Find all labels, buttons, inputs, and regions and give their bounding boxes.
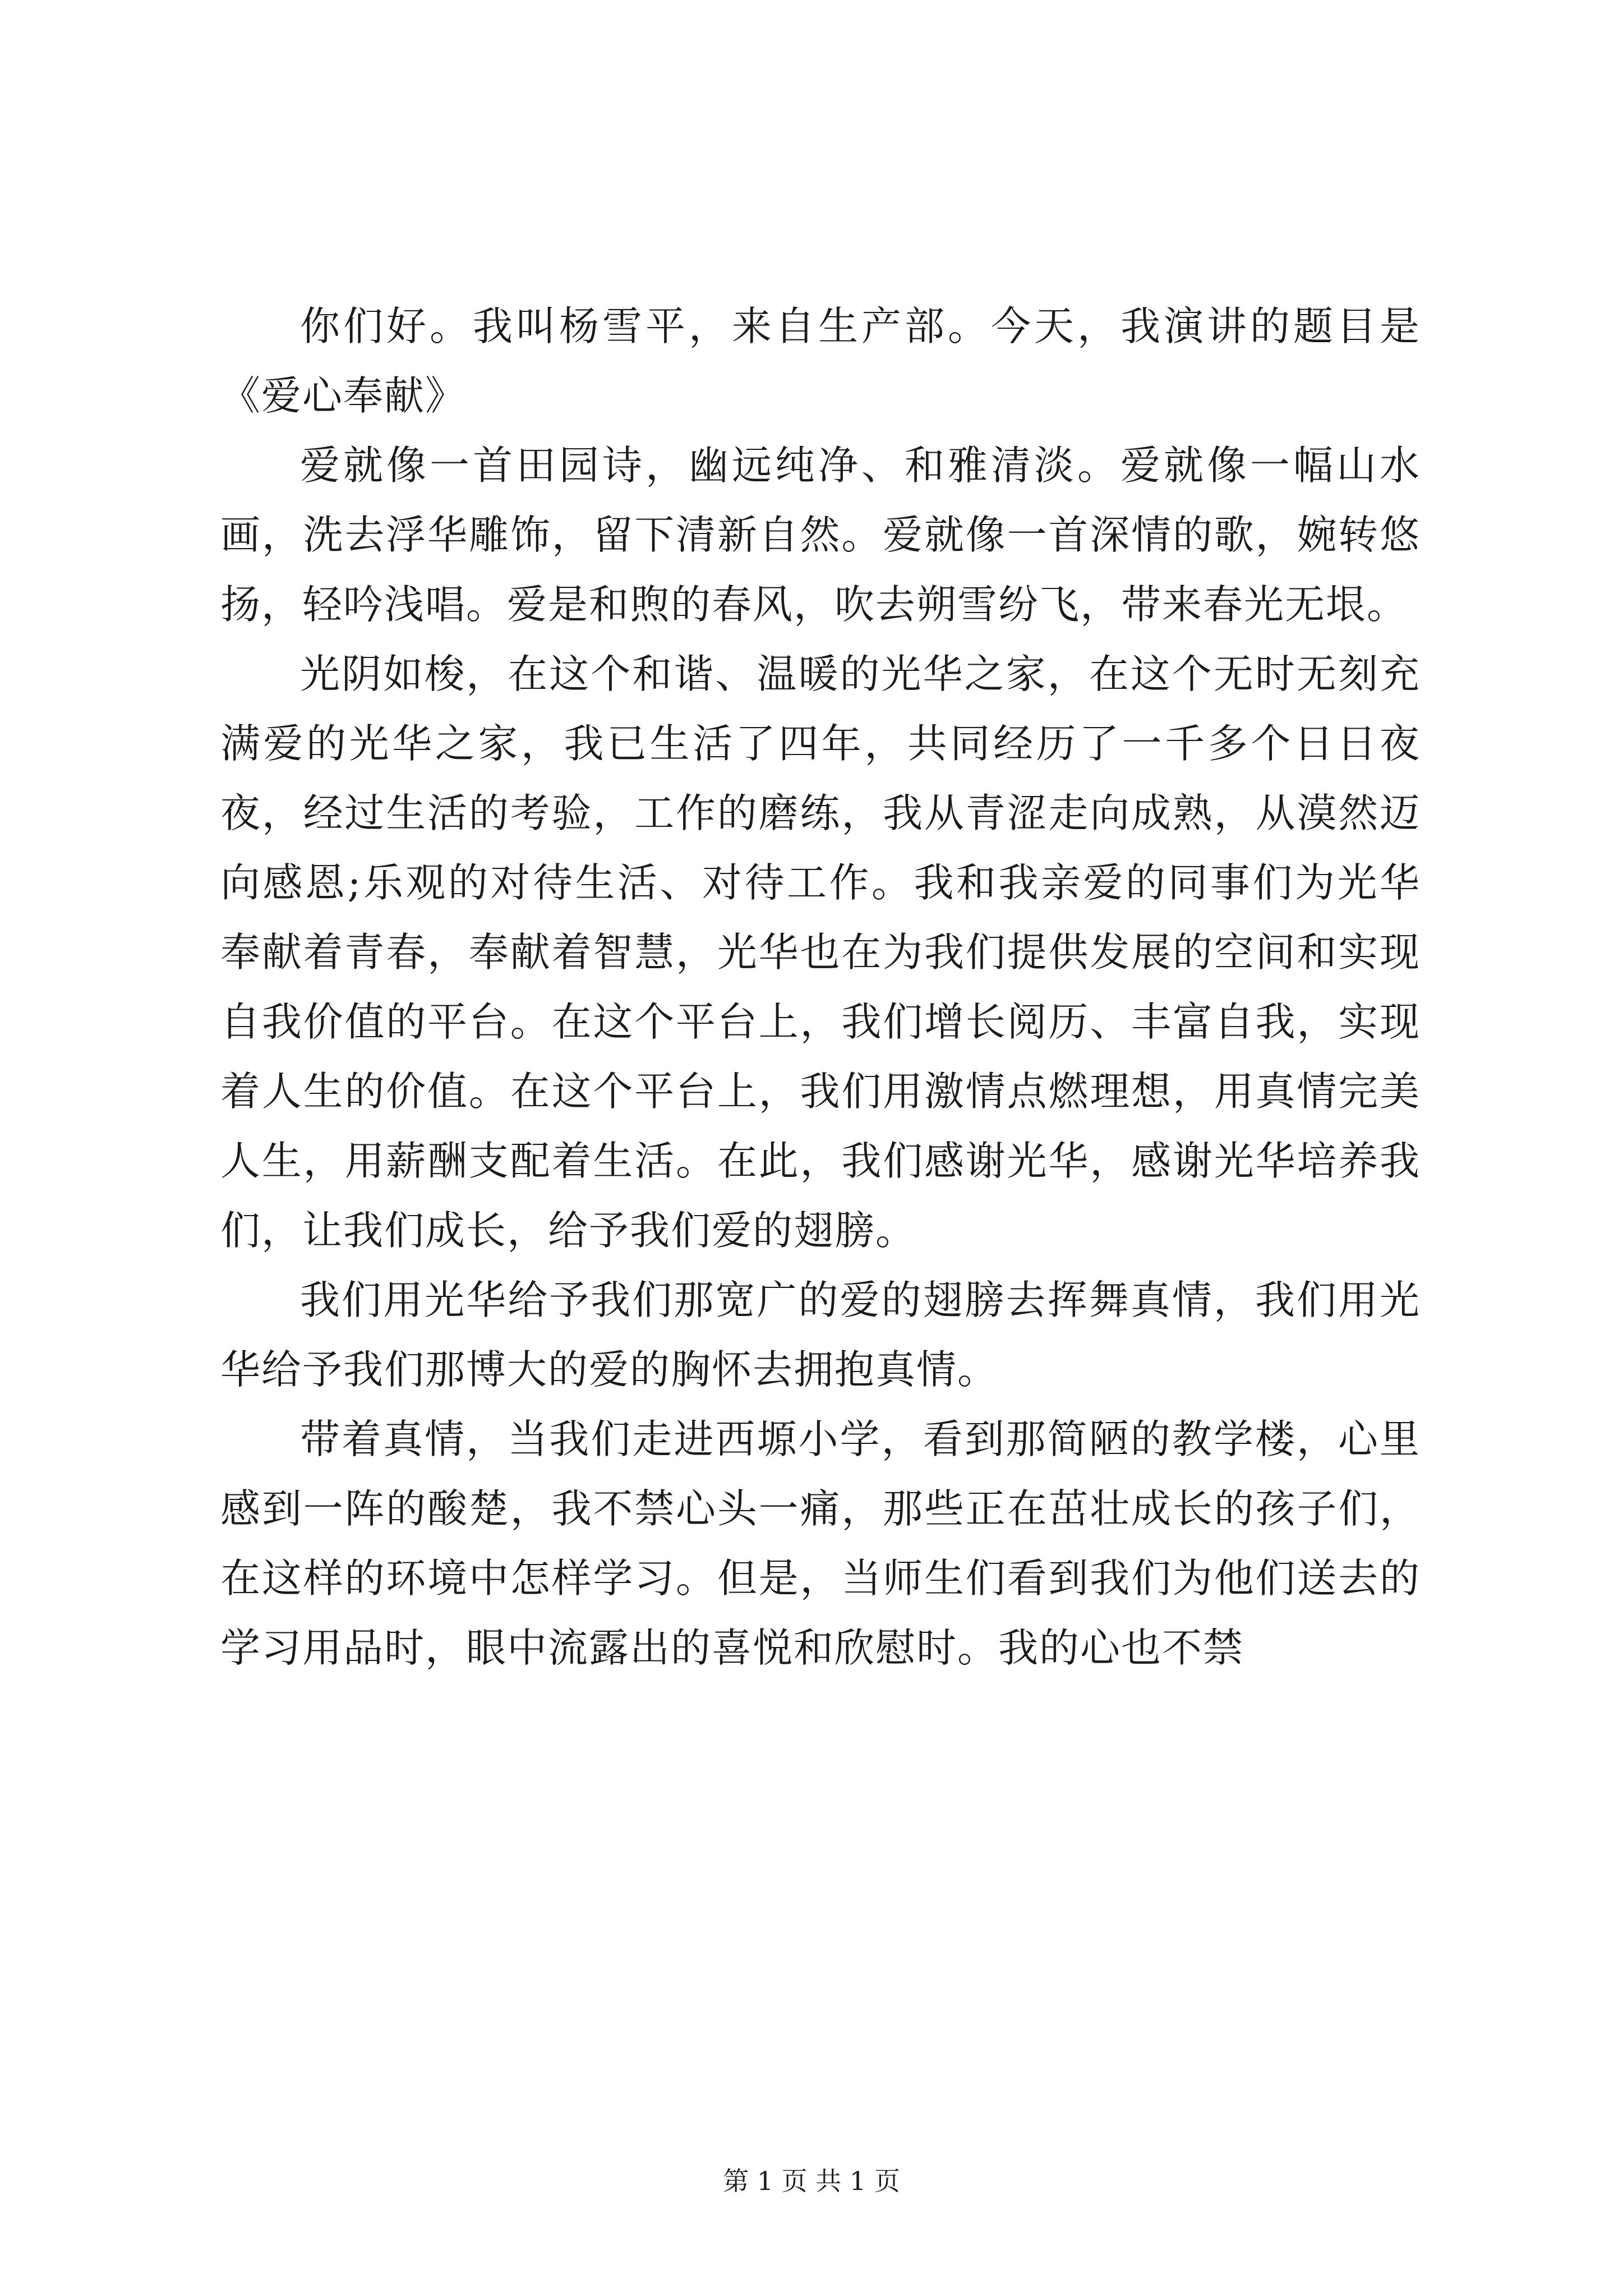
paragraph-guanghua-home: 光阴如梭，在这个和谐、温暖的光华之家，在这个无时无刻充满爱的光华之家，我已生活了四年，共同经历了一千多个日日夜夜，经过生活的考验，工作的磨练，我从青涩走向成熟，从漠然迈向感恩;乐观的对待生活、对待工作。我和我亲爱的同事们为光华奉献着青春，奉献着智慧，光华也在为我们提供发展的空间和实现自我价值的平台。在这个平台上，我们增长阅历、丰富自我，实现着人生的价值。在这个平台上，我们用激情点燃理想，用真情完美人生，用薪酬支配着生活。在此，我们感谢光华，感谢光华培养我们，让我们成长，给予我们爱的翅膀。	[220, 651, 1421, 1254]
page-footer: 第 1 页 共 1 页	[723, 2166, 900, 2196]
paragraph-xiyuan-school: 带着真情，当我们走进西塬小学，看到那简陋的教学楼，心里感到一阵的酸楚，我不禁心头一痛，那些正在茁壮成长的孩子们，在这样的环境中怎样学习。但是，当师生们看到我们为他们送去的学习用品时，眼中流露出的喜悦和欣慰时。我的心也不禁	[220, 1416, 1421, 1671]
paragraph-greeting: 你们好。我叫杨雪平，来自生产部。今天，我演讲的题目是《爱心奉献》	[220, 303, 1421, 419]
paragraph-wings-of-love: 我们用光华给予我们那宽广的爱的翅膀去挥舞真情，我们用光华给予我们那博大的爱的胸怀去拥抱真情。	[220, 1277, 1421, 1393]
document-body	[220, 292, 1421, 1683]
paragraph-love-metaphor: 爱就像一首田园诗，幽远纯净、和雅清淡。爱就像一幅山水画，洗去浮华雕饰，留下清新自然。爱就像一首深情的歌，婉转悠扬，轻吟浅唱。爱是和煦的春风，吹去朔雪纷飞，带来春光无垠。	[220, 442, 1421, 628]
